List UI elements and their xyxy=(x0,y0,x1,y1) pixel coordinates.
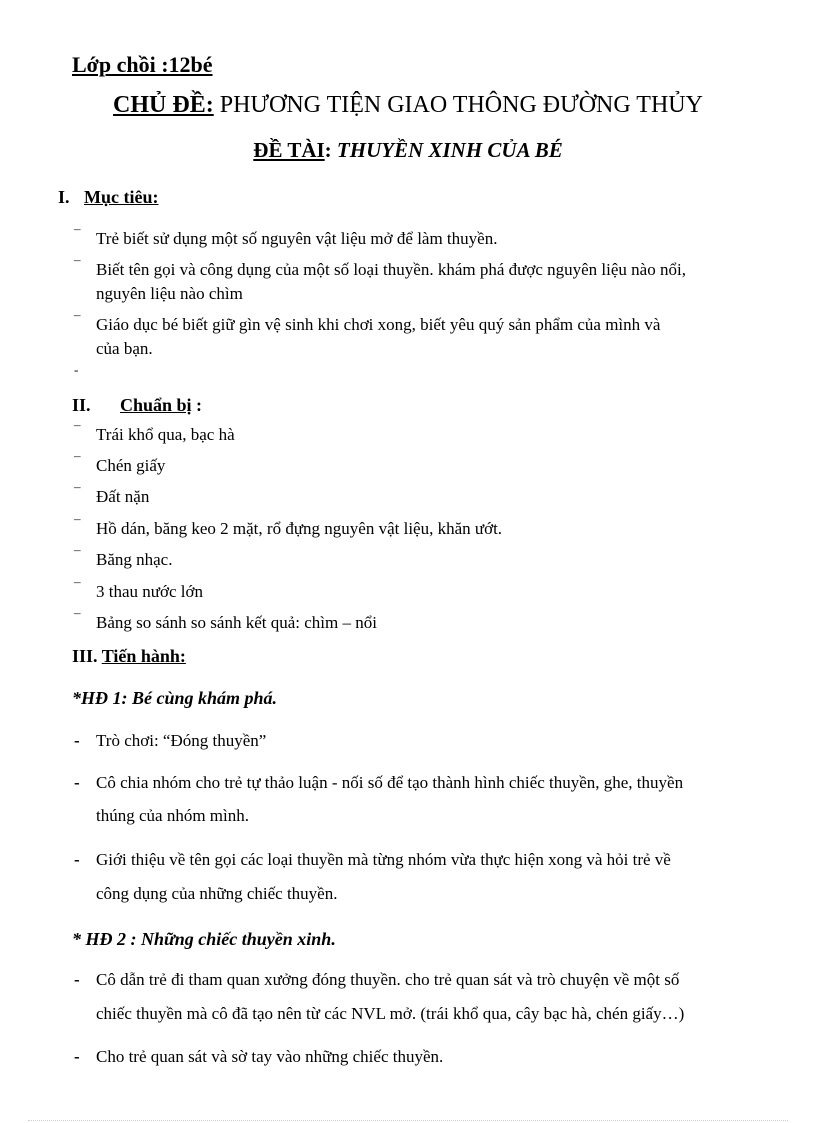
section-number: I. xyxy=(58,187,70,207)
list-item: Trái khổ qua, bạc hà xyxy=(96,425,235,444)
section-title: Mục tiêu: xyxy=(84,187,159,207)
activity-line: Cho trẻ quan sát và sờ tay vào những chiếc thuyền. xyxy=(96,1047,444,1066)
empty-bullet-dash: - xyxy=(74,362,79,377)
list-item: Băng nhạc. xyxy=(96,550,173,569)
activity-2-heading: * HĐ 2 : Những chiếc thuyền xinh. xyxy=(72,929,336,949)
class-label: Lớp chồi :12bé xyxy=(72,52,213,77)
bullet-dash: - xyxy=(74,731,80,750)
list-item: Trẻ biết sử dụng một số nguyên vật liệu mở để làm thuyền. xyxy=(96,229,498,248)
bullet-dash: - xyxy=(74,850,80,869)
bullet-dash: ¯ xyxy=(74,517,81,532)
subject-value: THUYỀN XINH CỦA BÉ xyxy=(336,138,563,162)
list-item: Bảng so sánh so sánh kết quả: chìm – nổi xyxy=(96,613,377,632)
activity-line: Cô dẫn trẻ đi tham quan xưởng đóng thuyền. cho trẻ quan sát và trò chuyện về một số xyxy=(96,970,680,989)
bullet-dash: ¯ xyxy=(74,227,81,242)
section-objectives-heading xyxy=(58,187,158,208)
activity-line: Cô chia nhóm cho trẻ tự thảo luận - nối số để tạo thành hình chiếc thuyền, ghe, thuyền xyxy=(96,773,684,792)
list-item: Giáo dục bé biết giữ gìn vệ sinh khi chơi xong, biết yêu quý sản phẩm của mình và xyxy=(96,315,661,334)
section-procedure-heading xyxy=(72,646,186,667)
activity-line: Giới thiệu về tên gọi các loại thuyền mà từng nhóm vừa thực hiện xong và hỏi trẻ về xyxy=(96,850,671,869)
subject-colon: : xyxy=(324,138,337,162)
list-item: 3 thau nước lớn xyxy=(96,582,203,601)
page-bottom-divider xyxy=(28,1120,788,1121)
topic-value: PHƯƠNG TIỆN GIAO THÔNG ĐƯỜNG THỦY xyxy=(213,92,703,118)
bullet-dash: ¯ xyxy=(74,313,81,328)
list-item-continuation: của bạn. xyxy=(96,339,153,358)
section-number: II. xyxy=(72,395,91,415)
bullet-dash: - xyxy=(74,970,80,989)
list-item-continuation: nguyên liệu nào chìm xyxy=(96,284,243,303)
list-item: Đất nặn xyxy=(96,487,150,506)
section-title-colon: : xyxy=(191,395,203,415)
activity-line-continuation: công dụng của những chiếc thuyền. xyxy=(96,884,338,903)
list-item: Biết tên gọi và công dụng của một số loại thuyền. khám phá được nguyên liệu nào nổi, xyxy=(96,260,686,279)
subject-heading xyxy=(0,138,816,163)
bullet-dash: ¯ xyxy=(74,423,81,438)
section-preparation-heading xyxy=(72,395,202,416)
section-title: Chuẩn bị xyxy=(120,395,192,415)
activity-line-continuation: thúng của nhóm mình. xyxy=(96,806,249,825)
section-title: Tiến hành: xyxy=(101,646,186,666)
bullet-dash: ¯ xyxy=(74,258,81,273)
subject-label: ĐỀ TÀI xyxy=(253,138,325,162)
bullet-dash: ¯ xyxy=(74,454,81,469)
section-number: III. xyxy=(72,646,98,666)
bullet-dash: ¯ xyxy=(74,485,81,500)
bullet-dash: - xyxy=(74,1047,80,1066)
activity-line: Trò chơi: “Đóng thuyền” xyxy=(96,731,267,750)
bullet-dash: ¯ xyxy=(74,548,81,563)
topic-label: CHỦ ĐỀ: xyxy=(113,92,214,118)
bullet-dash: ¯ xyxy=(74,580,81,595)
activity-line-continuation: chiếc thuyền mà cô đã tạo nên từ các NVL mở. (trái khổ qua, cây bạc hà, chén giấy…) xyxy=(96,1004,685,1023)
activity-1-heading: *HĐ 1: Bé cùng khám phá. xyxy=(72,688,278,708)
bullet-dash: - xyxy=(74,773,80,792)
topic-heading xyxy=(0,92,816,119)
list-item: Hồ dán, băng keo 2 mặt, rổ đựng nguyên vật liệu, khăn ướt. xyxy=(96,519,503,538)
list-item: Chén giấy xyxy=(96,456,166,475)
bullet-dash: ¯ xyxy=(74,611,81,626)
